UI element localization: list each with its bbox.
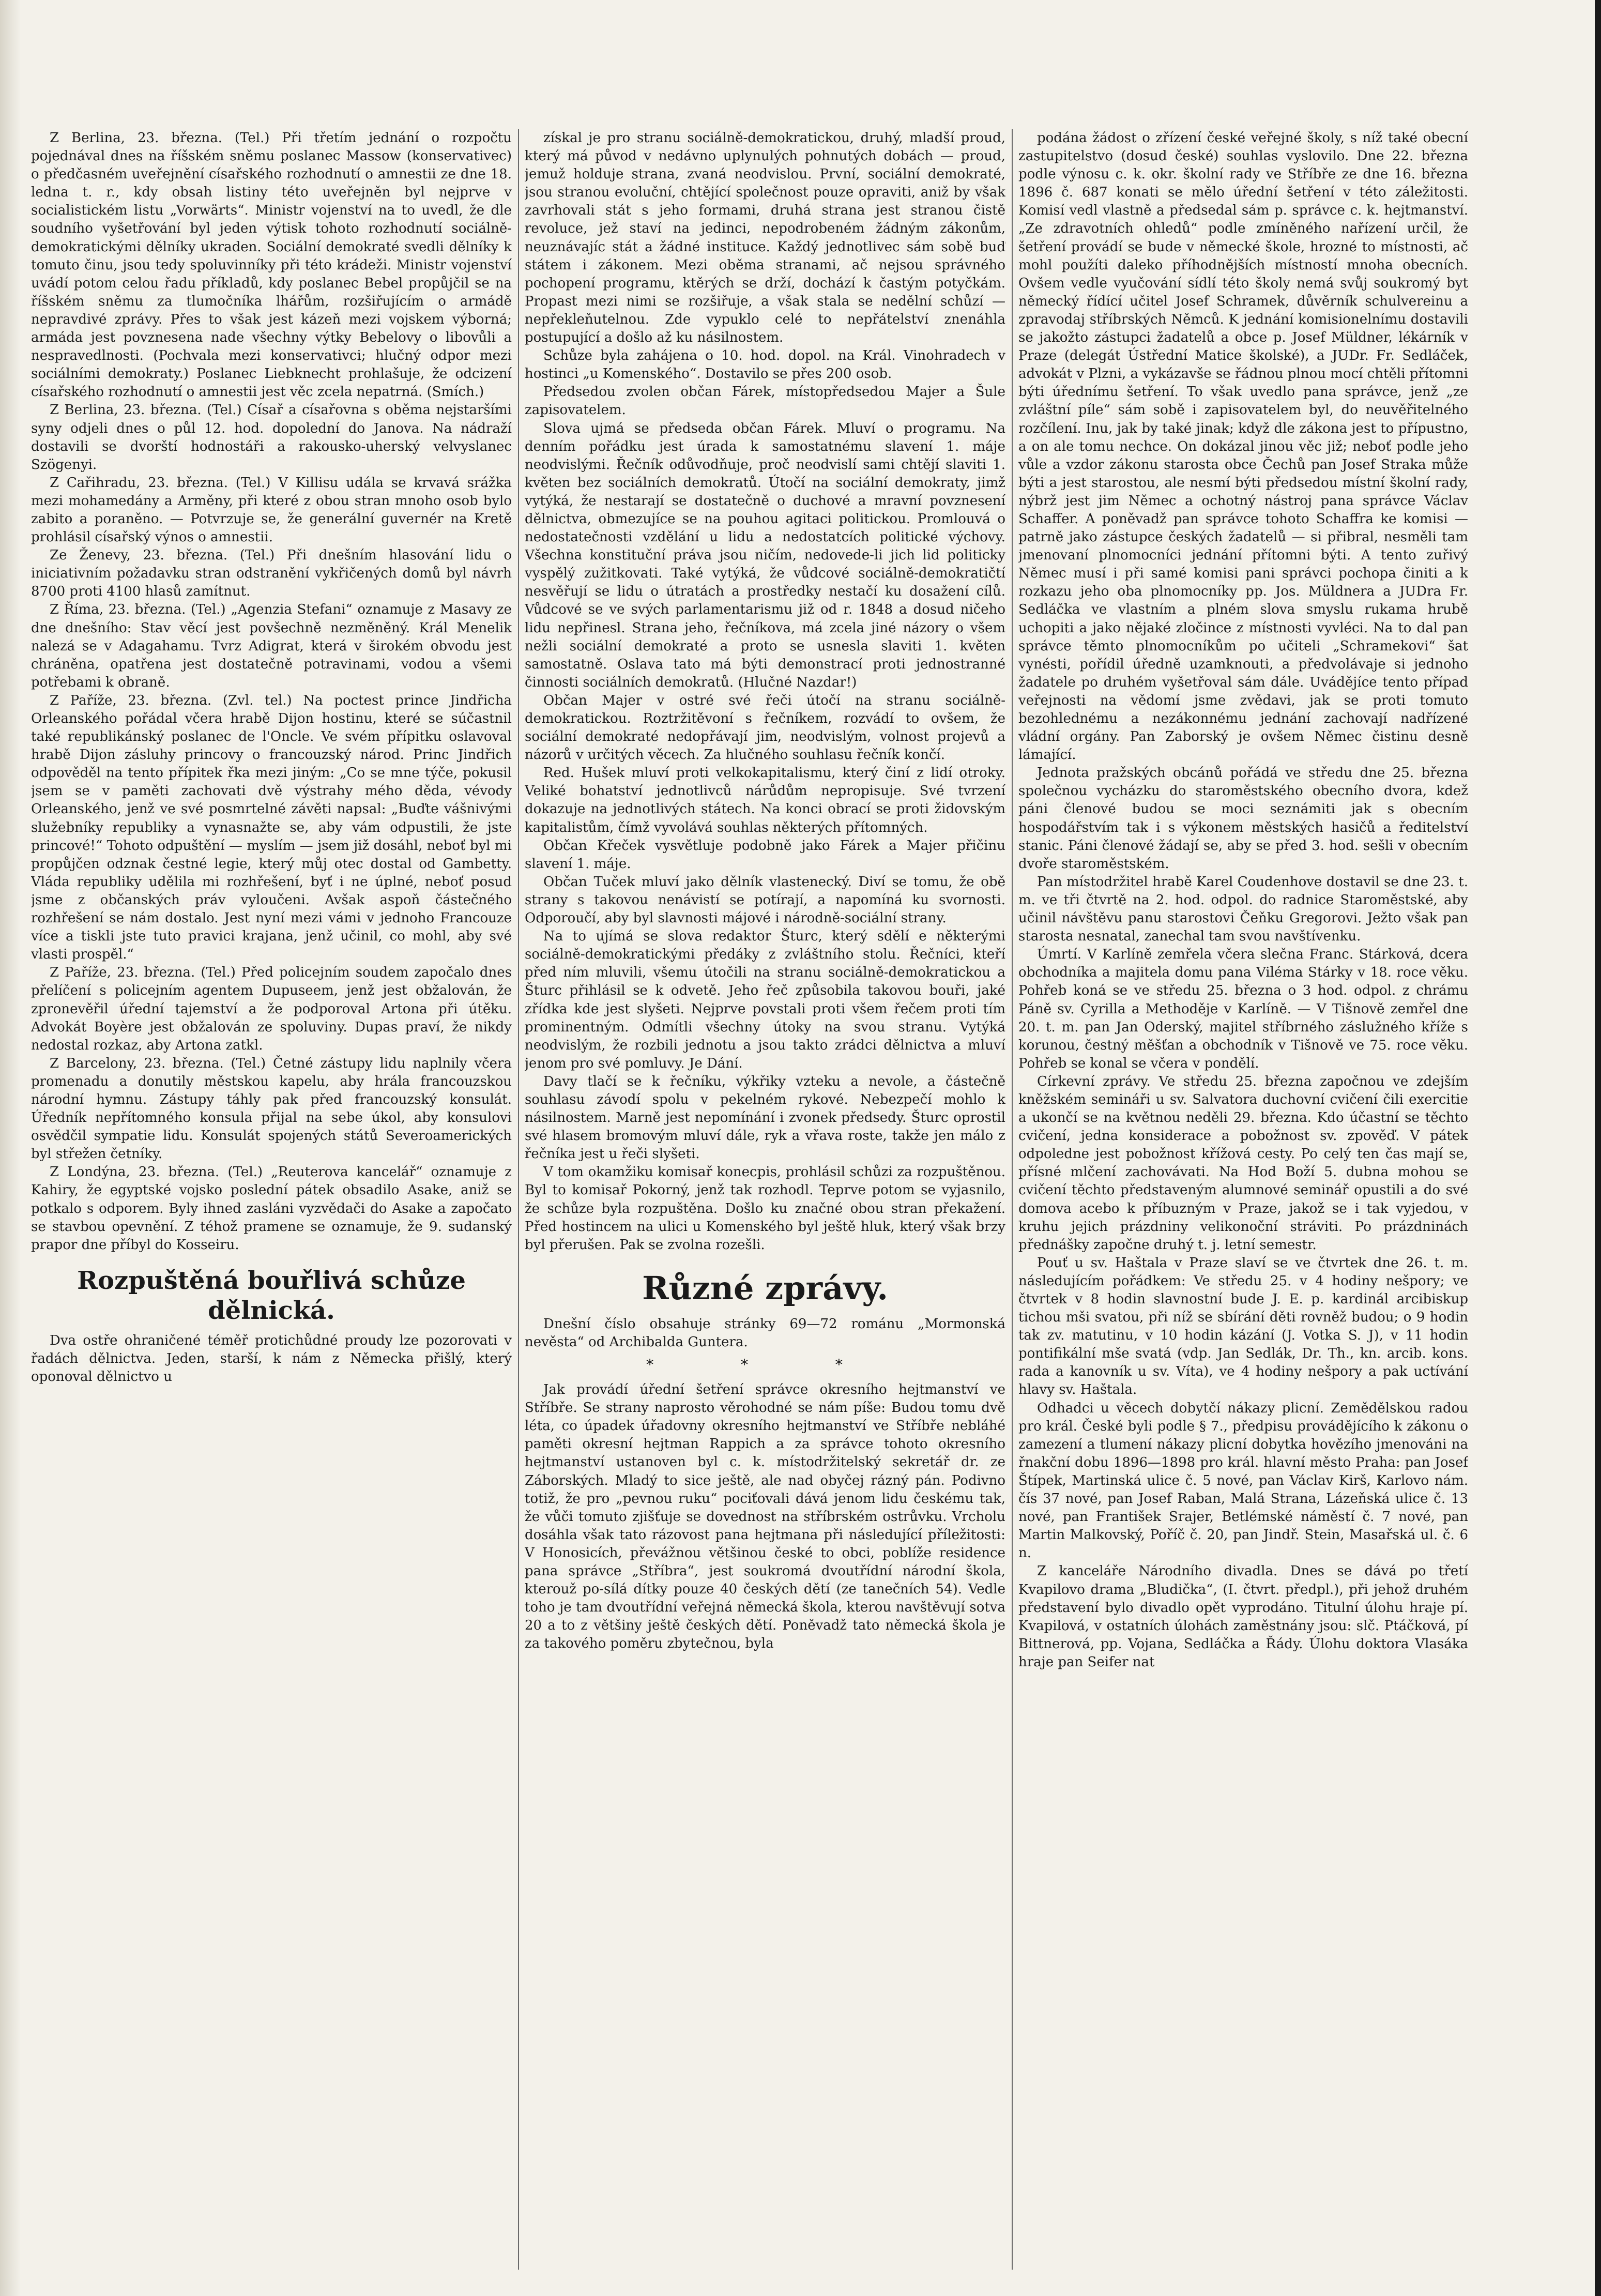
article-paragraph: Dnešní číslo obsahuje stránky 69—72 románu „Mormonská nevěsta“ od Archibalda Guntera. bbox=[525, 1316, 1005, 1350]
article-paragraph: Dva ostře ohraničené téměř protichůdné proudy lze pozorovati v řadách dělnictva. Jeden, starší, k nám z Německa přišlý, který oponoval dělnictvo u bbox=[31, 1332, 512, 1385]
article-paragraph: Z Cařihradu, 23. března. (Tel.) V Killisu udála se krvavá srážka mezi mohamedány a Arměny, při které z obou stran mnoho osob bylo zabito a poraněno. — Potvrzuje se, že generální guvernér na Kretě prohlásil císařský výnos o amnestii. bbox=[31, 475, 512, 545]
article-paragraph: Občan Křeček vysvětluje podobně jako Fárek a Majer přičinu slavení 1. máje. bbox=[525, 838, 1005, 872]
page-edge-right bbox=[1595, 0, 1601, 2296]
article-paragraph: Davy tlačí se k řečníku, výkřiky vzteku a nevole, a částečně souhlasu závodí spolu v pekelném rykové. Nebezpečí mohlo k násilnostem. Marně jest nepomínání i zvonek předsedy. Šturc oprostil své hlasem bromovým mluví dále, ryk a vřava roste, takže jen málo z řečníka jest u řeči slyšeti. bbox=[525, 1073, 1005, 1162]
article-paragraph: Předsedou zvolen občan Fárek, místopředsedou Majer a Šule zapisovatelem. bbox=[525, 384, 1005, 418]
separator-stars: * * * bbox=[646, 1356, 884, 1373]
article-paragraph: Odhadci u věcech dobytčí nákazy plicní. Zemědělskou radou pro král. České byli podle § 7., předpisu provádějícího k zákonu o zamezení a tlumení nákazy plicní dobytka hovězího jmenováni na řnakční dobu 1896—1898 pro král. hlavní město Praha: pan Josef Štípek, Martinská ulice č. 5 nové, pan Václav Kirš, Karlovo nám. čís 37 nové, pan Josef Raban, Malá Strana, Lázeňská ulice č. 13 nové, pan František Srajer, Betlémské náměstí č. 7 nové, pan Martin Malkovský, Poříč č. 20, pan Jindř. Stein, Masařská ul. č. 6 n. bbox=[1018, 1400, 1468, 1561]
column-rule bbox=[1012, 129, 1013, 2270]
article-paragraph: Občan Tuček mluví jako dělník vlastenecký. Diví se tomu, že obě strany s takovou nenávistí se potírají, a napomíná ku svornosti. Odporoučí, aby byl slavnosti májové i národně-sociální strany. bbox=[525, 874, 1005, 926]
article-paragraph: Církevní zprávy. Ve středu 25. března započnou ve zdejším kněžském semináři u sv. Salvatora duchovní cvičení čili exercitie a ukončí se na květnou neděli 29. března. Kdo účastní se těchto cvičení, jedna konsiderace a pobožnost sv. zpověď. V pátek odpoledne jest pobožnost křížová cesty. Po celý ten čas mají se, přísné mlčení zachovávati. Na Hod Boží 5. dubna mohou se cvičení těchto představeným alumnové seminář opustili a do své domova acebo k příbuzným v Praze, jakož se i tak vyjedou, v kruhu jejich prázdniny velikonoční stráviti. Po prázdninách přednášky započne druhý t. j. letní semestr. bbox=[1018, 1073, 1468, 1253]
article-paragraph: Na to ujímá se slova redaktor Šturc, který sdělí e některými sociálně-demokratickými předáky z zvláštního stolu. Řečníci, kteří před ním mluvili, všemu útočili na stranu sociálně-demokratickou a Šturc přihlásil se k odvetě. Jeho řeč způsobila takovou bouři, jaké zřídka kde jest slyšeti. Nejprve povstali proti všem řečem proti tím prominentným. Odmítli všechny útoky na svou stranu. Vytýká neodvislým, že rozbili jednotu a jsou takto zrádci dělnictva a mluví jenom pro své pomluvy. Je Dání. bbox=[525, 929, 1005, 1071]
article-paragraph: Z Barcelony, 23. března. (Tel.) Četné zástupy lidu naplnily včera promenadu a donutily městskou kapelu, aby hrála francouzskou národní hymnu. Zástupy táhly pak před francouzský konsulát. Úředník nepřítomného konsula přijal na sebe úkol, aby konsulovi osvědčil sympatie lidu. Konsulát spojených států Severoamerických byl střežen četníky. bbox=[31, 1055, 512, 1162]
article-paragraph: Úmrtí. V Karlíně zemřela včera slečna Franc. Stárková, dcera obchodníka a majitela domu pana Viléma Stárky v 18. roce věku. Pohřeb koná se ve středu 25. března o 3 hod. odpol. z chrámu Páně sv. Cyrilla a Methoděje v Karlíně. — V Tišnově zemřel dne 20. t. m. pan Jan Oderský, majitel stříbrného záslužného kříže s korunou, čestný měšťan a obchodník v Tišnově ve 75. roce věku. Pohřeb se konal se včera v pondělí. bbox=[1018, 947, 1468, 1071]
newspaper-page bbox=[31, 129, 1468, 2270]
article-paragraph: Z Paříže, 23. března. (Tel.) Před policejním soudem započalo dnes přelíčení s policejním agentem Dupuseem, jenž jest obžalován, že zpronevěřil úřední tajemství a že podporoval Artona při útěku. Advokát Boyère jest obžalován ze spoluviny. Dupas praví, že nikdy nedostal rozkaz, aby Artona zatkl. bbox=[31, 965, 512, 1053]
section-heading: Různé zprávy. bbox=[642, 1269, 888, 1307]
article-heading: Rozpuštěná bouřlivá schůze dělnická. bbox=[77, 1266, 466, 1325]
article-paragraph: Jak provádí úřední šetření správce okresního hejtmanství ve Stříbře. Se strany naprosto věrohodné se nám píše: Budou tomu dvě léta, co úpadek úřadovny okresního hejtmanství ve Stříbře nebláhé paměti okresní hejtman Rappich a za správce tohoto okresního hejtmanství ustanoven byl c. k. místodržitelský sekretář dr. ze Záborských. Mladý to sice ještě, ale nad obyčej rázný pán. Podivno totiž, že pro „pevnou ruku“ pociťovali dává jenom lidu českému tak, že vůči tomuto zjišťuje se dovednost na stříbrském ostrůvku. Vrcholu dosáhla však tato rázovost pana hejtmana při následující příležitosti: V Honosicích, převážnou většinou české to obci, poblíže residence pana správce „Stříbra“, jest soukromá dvoutřídní národní škola, kterouž po-sílá dítky pouze 40 českých dětí (ze tanečních 54). Vedle toho je tam dvoutřídní veřejná německá škola, kterou navštěvují sotva 20 a to z většiny ještě českých dětí. Poněvadž tato německá škola je za takového poměru zbytečnou, byla bbox=[525, 1382, 1005, 1652]
column-1 bbox=[31, 129, 512, 2270]
article-paragraph: Z Paříže, 23. března. (Zvl. tel.) Na poctest prince Jindřicha Orleanského pořádal včera hrabě Dijon hostinu, které se súčastnil také republikánský poslanec de l'Oncle. Ve svém přípitku oslavoval hrabě Dijon zásluhy princovy o francouzský národ. Princ Jindřich odpověděl na tento přípitek řka mezi jiným: „Co se mne týče, pokusil jsem se v paměti zachovati dvě výstrahy mého děda, vévody Orleanského, jenž ve své posmrtelné závěti napsal: „Buďte vášnivými služebníky republiky a vynasnažte se, aby vám odpustili, že jste princové!“ Tohoto odpuštění — myslím — jsem již dosáhl, neboť byl mi propůjčen odznak čestné legie, který můj otec dostal od Gambetty. Vláda republiky udělila mi rozhřešení, byť i ne úplné, neboť posud jsme z občanských práv vyloučeni. Avšak aspoň částečného rozhřešení se nám dostalo. Jest nyní mezi vámi v jednoho Francouze více a tiskli jste tuto pravici krajana, jenž učinil, co mohl, aby své vlasti prospěl.“ bbox=[31, 692, 512, 963]
article-paragraph: podána žádost o zřízení české veřejné školy, s níž také obecní zastupitelstvo (dosud české) souhlas vyslovilo. Dne 22. března podle výnosu c. k. okr. školní rady ve Stříbře ze dne 16. března 1896 č. 687 konati se mělo úřední šetření v této záležitosti. Komisí vedl vlastně a předsedal sám p. správce c. k. hejtmanství. „Ze zdravotních ohledů“ podle zmíněného nařízení určil, že šetření provádí se bude v německé škole, hrozné to místnosti, ač mohl použíti daleko příhodnějších místností mnoha obecních. Ovšem vedle vyučování sídlí této školy nemá svůj soukromý byt německý řídící učitel Josef Schramek, důvěrník schulvereinu a zpravodaj stříbrských Němců. K jednání komisionelnímu dostavili se jakožto zástupci žadatelů a obce p. Josef Müldner, lékárník v Praze (delegát Ústřední Matice školské), a JUDr. Fr. Sedláček, advokát v Plzni, a vykázavše se řádnou plnou mocí chtěli přítomni býti úřednímu šetření. To však uvedlo pana správce, jenž „ze zvláštní píle“ sám sobě i zapisovatelem byl, do neuvěřitelného rozčílení. Inu, jak by také jinak; když dle zákona jest to přípustno, a on ale tomu nechce. On dokázal jinou věc již; neboť podle jeho vůle a vzdor zákonu starosta obce Čechů pan Josef Straka může býti a jest starostou, ale nesmí býti předsedou místní školní rady, nýbrž jest jim Němec a ochotný nástroj pana správce Václav Schaffer. A poněvadž pan správce tohoto Schaffra ke komisi — patrně jako zástupce českých žadatelů — si přibral, nesměli tam jmenovaní plnomocníci jednání přítomni býti. A tento zuřivý Němec musí i při samé komisi pani správci pochopa činiti a k rozkazu jeho oba plnomocníky pp. Jos. Müldnera a JUDra Fr. Sedláčka ve vlastním a plném slova smyslu rukama hrubě uchopiti a jako nějaké zločince z místnosti vyvléci. Na to dal pan správce těmto plnomocníkům po učiteli „Schramekovi“ šat vynésti, pořídil úředně uzamknouti, a předvolávaje si jednoho žadatele po druhém vyšetřoval sám dále. Uvádějíce tento případ veřejnosti na vědomí jsme zvědavi, jak se proti tomuto bezohlednému a nezákonnému jednání zachovají nadřízené vládní orgány. Pan Zaborský je ovšem Němec čistinu desně lámající. bbox=[1018, 130, 1468, 763]
column-2 bbox=[525, 129, 1005, 2270]
article-paragraph: Z Berlina, 23. března. (Tel.) Císař a císařovna s oběma nejstaršími syny odjeli dnes o půl 12. hod. dopolední do Janova. Na nádraží dostavili se dvorští hodnostáři a rakousko-uherský velvyslanec Szögenyi. bbox=[31, 402, 512, 473]
article-paragraph: Z Londýna, 23. března. (Tel.) „Reuterova kancelář“ oznamuje z Kahiry, že egyptské vojsko poslední pátek obsadilo Asake, aniž se potkalo s odporem. Byly ihned zasláni vyzvědači do Asake a započato se stavbou opevnění. Z téhož pramene se oznamuje, že 9. sudanský prapor dne příbyl do Kosseiru. bbox=[31, 1164, 512, 1253]
article-paragraph: Z Říma, 23. března. (Tel.) „Agenzia Stefani“ oznamuje z Masavy ze dne dnešního: Stav věcí jest povšechně nezměněný. Král Menelik nalezá se v Adagahamu. Tvrz Adigrat, která v širokém obvodu jest chráněna, opatřena jest dostatečně potravinami, vodou a všemi potřebami k obraně. bbox=[31, 602, 512, 690]
article-paragraph: získal je pro stranu sociálně-demokratickou, druhý, mladší proud, který má původ v nedávno uplynulých pohnutých dobách — proud, jemuž holduje strana, zvaná neodvislou. První, sociální demokraté, jsou stranou evoluční, chtějící společnost pouze opraviti, aniž by však zavrhovali stát s jeho formami, druhá strana jest stranou čistě revoluce, jež staví na jedinci, nepodrobeném žádným zákonům, neuznávajíc stát a žádné instituce. Každý jednotlivec sám sobě buď státem i zákonem. Mezi oběma stranami, ač nejsou správného pochopení programu, ktěrých se drží, dochází k častým potyčkám. Propast mezi nimi se rozšiřuje, a však stala se nedělní schůzí — nepřekleňutelnou. Zde vypuklo celé to nepřátelství znenáhla postupující a došlo až ku násilnostem. bbox=[525, 130, 1005, 346]
column-rule bbox=[518, 129, 519, 2270]
column-3 bbox=[1018, 129, 1468, 2270]
page-edge-left bbox=[0, 0, 21, 2296]
article-paragraph: Z kanceláře Národního divadla. Dnes se dává po třetí Kvapilovo drama „Bludička“, (I. čtvrt. předpl.), při jehož druhém představení bylo divadlo opět vyprodáno. Titulní úlohu hraje pí. Kvapilová, v ostatních úlohách zaměstnány jsou: slč. Ptáčková, pí Bittnerová, pp. Vojana, Sedláčka a Řády. Úlohu doktora Vlasáka hraje pan Seifer nat bbox=[1018, 1563, 1468, 1670]
article-paragraph: V tom okamžiku komisař konecpis, prohlásil schůzi za rozpuštěnou. Byl to komisař Pokorný, jenž tak rozhodl. Teprve potom se vyjasnilo, že schůze byla rozpuštěna. Došlo ku značné obou stran překažení. Před hostincem na ulici u Komenského byl ještě hluk, který však brzy byl přerušen. Pak se zvolna rozešli. bbox=[525, 1164, 1005, 1253]
article-paragraph: Pouť u sv. Haštala v Praze slaví se ve čtvrtek dne 26. t. m. následujícím pořádkem: Ve středu 25. v 4 hodiny nešpory; ve čtvrtek v 8 hodin slavnostní bude J. E. p. kardinál arcibiskup tichou mši svatou, při níž se sbírání děti rovněž budou; o 9 hodin tak zv. matutinu, v 10 hodin kázání (J. Votka S. J), v 11 hodin pontifikální mše svatá (vdp. Jan Sedlák, Dr. Th., kn. arcib. kons. rada a kanovník u sv. Víta), ve 4 hodiny nešpory a pak uctívání hlavy sv. Haštala. bbox=[1018, 1255, 1468, 1398]
article-paragraph: Z Berlina, 23. března. (Tel.) Při třetím jednání o rozpočtu pojednával dnes na říšském sněmu poslanec Massow (konservativec) o předčasném uveřejnění císařského rozhodnutí o amnestii ze dne 18. ledna t. r., kdy obsah listiny této uveřejněn byl nejprve v socialistickém listu „Vorwärts“. Ministr vojenství na to uvedl, že dle soudního vyšetřování byl jeden výtisk tohoto rozhodnutí sociálně-demokratickými dělníky ukraden. Sociální demokraté svedli dělníky k tomuto činu, jsou tedy spoluvinníky při této krádeži. Ministr vojenství uvádí potom celou řadu příkladů, kdy poslanec Bebel propůjčil se na říšském sněmu za tlumočníka lhářům, rozšiřujícím o armádě nepravdivé zprávy. Přes to však jest kázeň mezi vojskem výborná; armáda jest povznesena nade všechny výtky Bebelovy o libovůli a nespravedlnosti. (Pochvala mezi konservativci; hlučný odpor mezi sociálními demokraty.) Poslanec Liebknecht prohlašuje, že odcizení císařského rozhodnutí o amnestii jest věc zcela nepatrná. (Smích.) bbox=[31, 130, 512, 400]
article-paragraph: Pan místodržitel hrabě Karel Coudenhove dostavil se dne 23. t. m. ve tři čtvrtě na 2. hod. odpol. do radnice Staroměstské, aby učinil návštěvu panu starostovi Čeňku Gregorovi. Ježto však pan starosta nesnatal, zanechal tam svou navštívenku. bbox=[1018, 874, 1468, 945]
article-paragraph: Jednota pražských obcánů pořádá ve středu dne 25. března společnou vycházku do staroměstského obecního dvora, kdež páni členové budou se moci seznámiti jak s obecním hospodářstvím tak i s výkonem městských hasičů a ředitelství stanic. Páni členové žádají se, aby se před 3. hod. sešli v obecním dvoře staroměstském. bbox=[1018, 765, 1468, 872]
article-paragraph: Schůze byla zahájena o 10. hod. dopol. na Král. Vinohradech v hostinci „u Komenského“. Dostavilo se přes 200 osob. bbox=[525, 348, 1005, 382]
article-paragraph: Občan Majer v ostré své řeči útočí na stranu sociálně-demokratickou. Roztržitěvoní s řečníkem, rozvádí to ovšem, že sociální demokraté nedopřávají jim, neodvislým, volnost projevů a názorů v určitých věcech. Za hlučného souhlasu řečník končí. bbox=[525, 692, 1005, 763]
article-paragraph: Red. Hušek mluví proti velkokapitalismu, který činí z lidí otroky. Veliké bohatství jednotlivců nárůdům nepropisuje. Své tvrzení dokazuje na jednotlivých státech. Na konci obrací se proti židovským kapitalistům, čímž vyvolává souhlas některých přítomných. bbox=[525, 765, 1005, 835]
article-paragraph: Ze Ženevy, 23. března. (Tel.) Při dnešním hlasování lidu o iniciativním požadavku stran odstranění vykřičených domů byl návrh 8700 proti 4100 hlasů zamítnut. bbox=[31, 548, 512, 600]
article-paragraph: Slova ujmá se předseda občan Fárek. Mluví o programu. Na denním pořádku jest úrada k samostatnému slavení 1. máje neodvislými. Řečník odůvodňuje, proč neodvislí sami chtějí slaviti 1. květen bez sociálních demokratů. Útočí na sociální demokraty, jimž vytýká, že nestarají se dostatečně o duchové a mravní povznesení dělnictva, obmezujíce se na pouhou agitaci politickou. Promlouvá o nedostatečnosti vzdělání u lidu a nedostatcích politické výchovy. Všechna konstituční práva jsou ničím, nedovede-li jich lid politicky vyspělý zužitkovati. Také vytýká, že vůdcové sociálně-demokratičtí nesvěřují se lidu o útratách a prostředky nestačí ku dosažení cílů. Vůdcové se ve svých parlamentarismu již od r. 1848 a dosud ničeho lidu nepřinesl. Strana jeho, řečníkova, má zcela jiné názory o všem nežli sociální demokraté a proto se usnesla slaviti 1. květen samostatně. Oslava tato má býti demonstrací proti jednostranné činnosti sociálních demokratů. (Hlučné Nazdar!) bbox=[525, 420, 1005, 690]
